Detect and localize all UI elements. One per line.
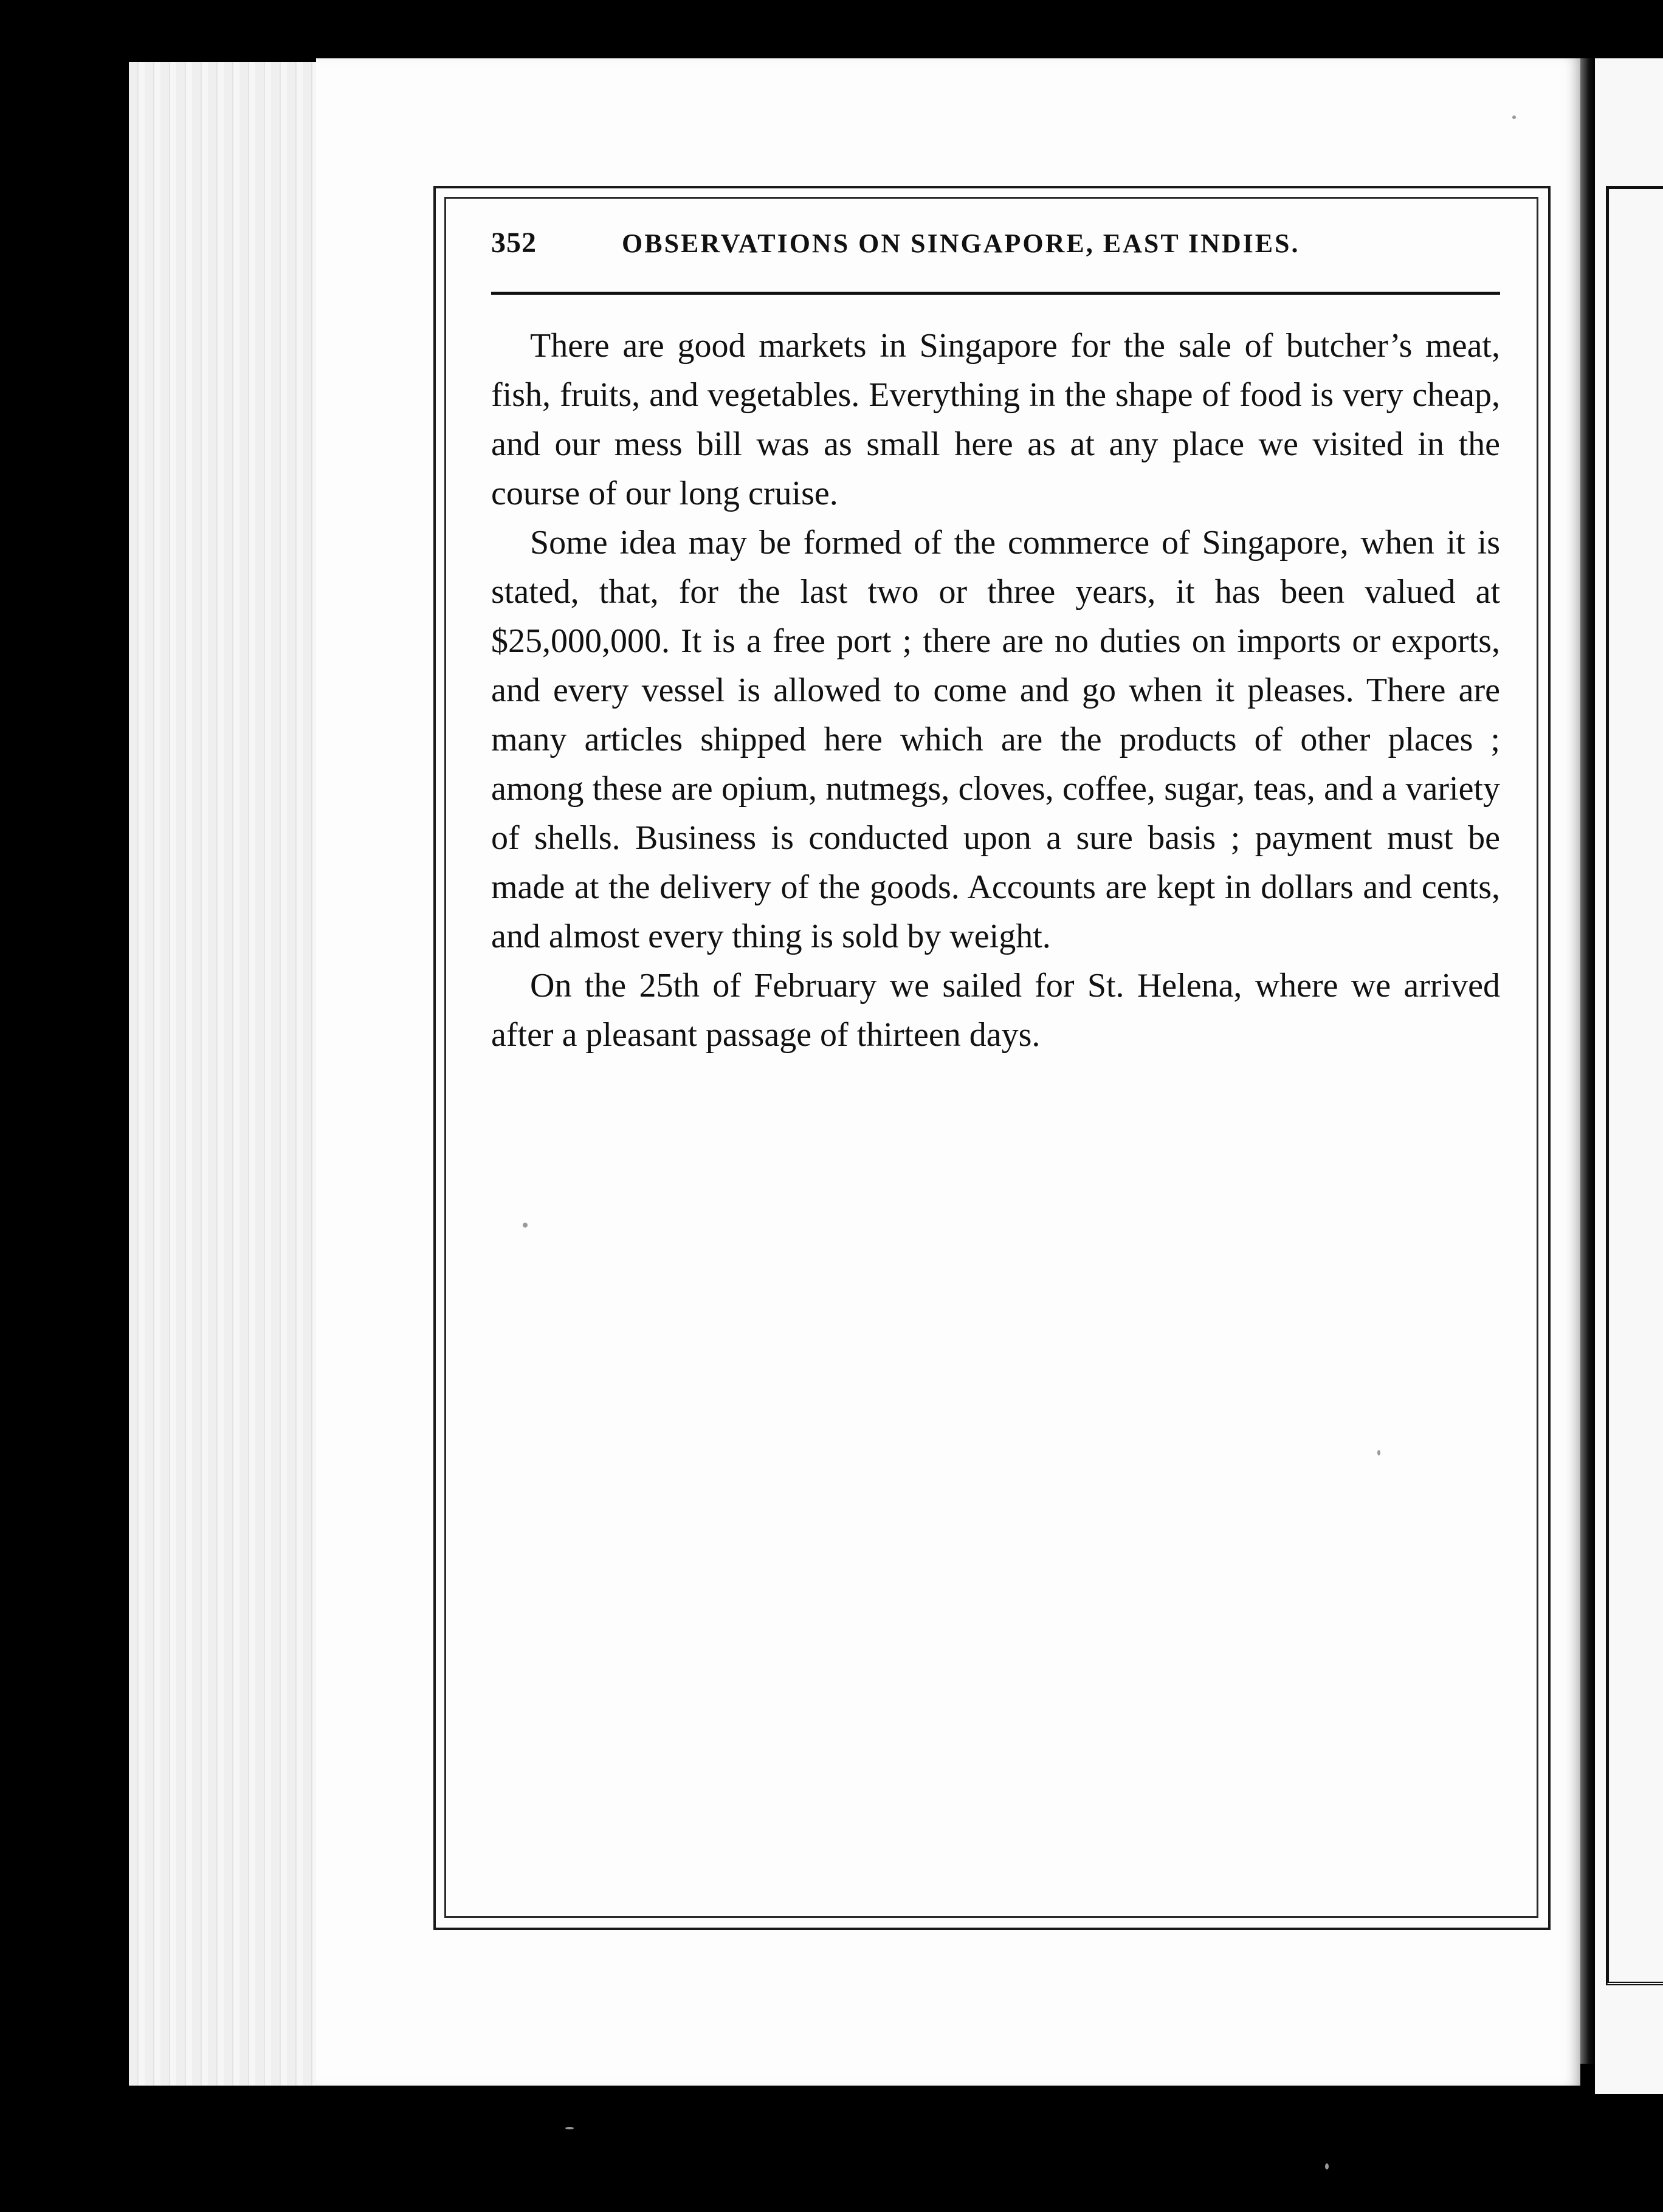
book-gutter xyxy=(1580,58,1595,2064)
facing-page-border xyxy=(1606,186,1663,1985)
page-edges xyxy=(129,62,329,2086)
header-rule xyxy=(491,292,1500,295)
paragraph-departure: On the 25th of February we sailed for St. Helena, where we arrived after a pleasant passage of thirteen days. xyxy=(491,967,1500,1054)
page-text-block xyxy=(491,226,1500,1060)
running-head xyxy=(491,226,1500,281)
paragraph-commerce: Some idea may be formed of the commerce of Singapore, when it is stated, that, for the last two or three years, it has been valued at $25,000,000. It is a free port ; there are no duties on imports or exports, and every vessel is allowed to come and go when it pleases. There are many articles shipped here which are the products of other places ; among these are opium, nutmegs, cloves, coffee, sugar, teas, and a variety of shells. Business is conducted upon a sure basis ; payment must be made at the delivery of the goods. Accounts are kept in dollars and cents, and almost every thing is sold by weight. xyxy=(491,524,1500,955)
running-head-title: OBSERVATIONS ON SINGAPORE, EAST INDIES. xyxy=(622,228,1300,258)
facing-page xyxy=(1595,58,1663,2094)
paragraph-markets: There are good markets in Singapore for the sale of butcher’s meat, fish, fruits, and vegetables. Everything in the shape of food is very cheap, and our mess bill was as small here as at any place we visited in the course of our long cruise. xyxy=(491,327,1500,512)
page-number: 352 xyxy=(491,227,537,259)
